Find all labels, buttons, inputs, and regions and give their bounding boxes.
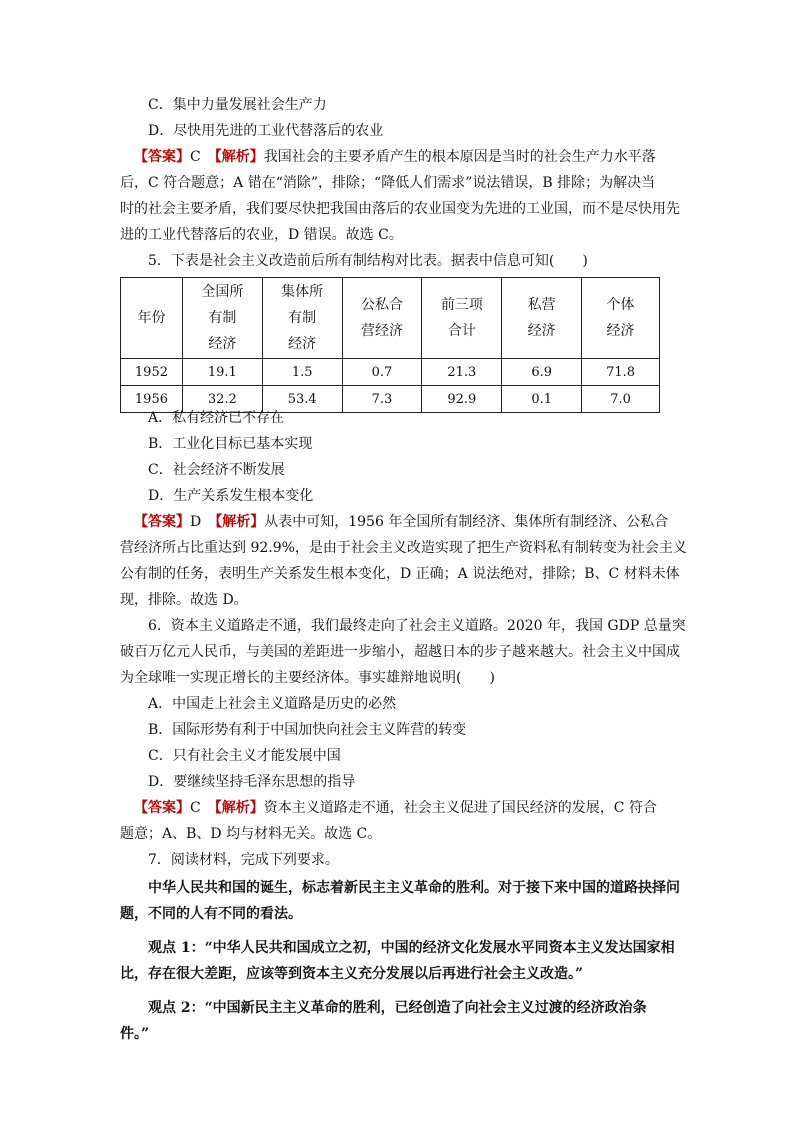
- option-b: B．工业化目标已基本实现: [148, 436, 313, 452]
- question-stem: 破百万亿元人民币，与美国的差距进一步缩小，超越日本的步子越来越大。社会主义中国成: [120, 644, 680, 660]
- table-header-row: [121, 278, 660, 359]
- table-cell: 1956: [121, 386, 183, 413]
- analysis-text: 公有制的任务，表明生产关系发生根本变化，D 正确；A 说法绝对，排除；B、C 材料未体: [120, 566, 680, 582]
- table-cell: 71.8: [582, 359, 660, 386]
- viewpoint-1: 观点 1：“中华人民共和国成立之初，中国的经济文化发展水平同资本主义发达国家相: [148, 940, 675, 956]
- material-text: 中华人民共和国的诞生，标志着新民主主义革命的胜利。对于接下来中国的道路抉择问: [148, 880, 680, 896]
- viewpoint-2: 观点 2：“中国新民主主义革命的胜利，已经创造了向社会主义过渡的经济政治条: [148, 1000, 647, 1016]
- answer-value: C: [190, 149, 201, 165]
- table-cell: 7.3: [342, 386, 422, 413]
- option-c: C．社会经济不断发展: [148, 462, 285, 478]
- table-cell: 21.3: [422, 359, 502, 386]
- option-c: C．集中力量发展社会生产力: [148, 97, 327, 113]
- viewpoint-2: 件。”: [120, 1026, 150, 1042]
- answer-line: [134, 509, 694, 535]
- analysis-label: 【解析】: [215, 514, 265, 530]
- table-header: 个体 经济: [582, 278, 660, 359]
- table-cell: 0.1: [502, 386, 582, 413]
- option-d: D．要继续坚持毛泽东思想的指导: [148, 774, 356, 790]
- analysis-text: 我国社会的主要矛盾产生的根本原因是当时的社会生产力水平落: [263, 149, 656, 165]
- analysis-text: 后，C 符合题意；A 错在“消除”，排除；“降低人们需求”说法错误，B 排除；为解决当: [120, 175, 656, 191]
- analysis-label: 【解析】: [214, 149, 264, 165]
- analysis-text: 时的社会主要矛盾，我们要尽快把我国由落后的农业国变为先进的工业国，而不是尽快用先: [120, 201, 680, 217]
- table-cell: 92.9: [422, 386, 502, 413]
- analysis-text: 题意；A、B、D 均与材料无关。故选 C。: [120, 826, 382, 842]
- option-d: D．尽快用先进的工业代替落后的农业: [148, 123, 384, 139]
- option-c: C．只有社会主义才能发展中国: [148, 748, 341, 764]
- answer-line: [134, 144, 694, 170]
- question-stem: 5．下表是社会主义改造前后所有制结构对比表。据表中信息可知( ): [148, 253, 588, 269]
- answer-line: [134, 795, 694, 821]
- table-cell: 1.5: [262, 359, 342, 386]
- question-stem: 为全球唯一实现正增长的主要经济体。事实雄辩地说明( ): [120, 670, 495, 686]
- answer-value: C: [190, 800, 201, 816]
- answer-label: 【答案】: [134, 800, 190, 816]
- option-a: A．中国走上社会主义道路是历史的必然: [148, 696, 397, 712]
- option-d: D．生产关系发生根本变化: [148, 488, 314, 504]
- table-cell: 1952: [121, 359, 183, 386]
- table-row: [121, 359, 660, 386]
- table-cell: 32.2: [182, 386, 262, 413]
- viewpoint-1: 比，存在很大差距，应该等到资本主义充分发展以后再进行社会主义改造。”: [120, 966, 584, 982]
- question-stem: 6．资本主义道路走不通，我们最终走向了社会主义道路。2020 年，我国 GDP 总量突: [148, 618, 686, 634]
- analysis-text: 进的工业代替落后的农业，D 错误。故选 C。: [120, 227, 403, 243]
- analysis-text: 营经济所占比重达到 92.9%，是由于社会主义改造实现了把生产资料私有制转变为社会主义: [120, 540, 687, 556]
- table-cell: 6.9: [502, 359, 582, 386]
- table-header: 前三项 合计: [422, 278, 502, 359]
- table-cell: 7.0: [582, 386, 660, 413]
- option-a: A．私有经济已不存在: [148, 410, 285, 426]
- answer-label: 【答案】: [134, 149, 190, 165]
- table-header: 年份: [121, 278, 183, 359]
- table-cell: 0.7: [342, 359, 422, 386]
- ownership-table: [120, 277, 660, 413]
- table-cell: 53.4: [262, 386, 342, 413]
- table-header: 公私合 营经济: [342, 278, 422, 359]
- analysis-text: 现，排除。故选 D。: [120, 592, 248, 608]
- table-header: 私营 经济: [502, 278, 582, 359]
- option-b: B．国际形势有利于中国加快向社会主义阵营的转变: [148, 722, 467, 738]
- table-header: 全国所 有制 经济: [182, 278, 262, 359]
- answer-value: D: [190, 514, 202, 530]
- analysis-text: 从表中可知，1956 年全国所有制经济、集体所有制经济、公私合: [264, 514, 669, 530]
- table-cell: 19.1: [182, 359, 262, 386]
- analysis-label: 【解析】: [214, 800, 264, 816]
- answer-label: 【答案】: [134, 514, 190, 530]
- question-stem: 7．阅读材料，完成下列要求。: [148, 852, 339, 868]
- material-text: 题，不同的人有不同的看法。: [120, 906, 302, 922]
- analysis-text: 资本主义道路走不通，社会主义促进了国民经济的发展，C 符合: [263, 800, 657, 816]
- table-header: 集体所 有制 经济: [262, 278, 342, 359]
